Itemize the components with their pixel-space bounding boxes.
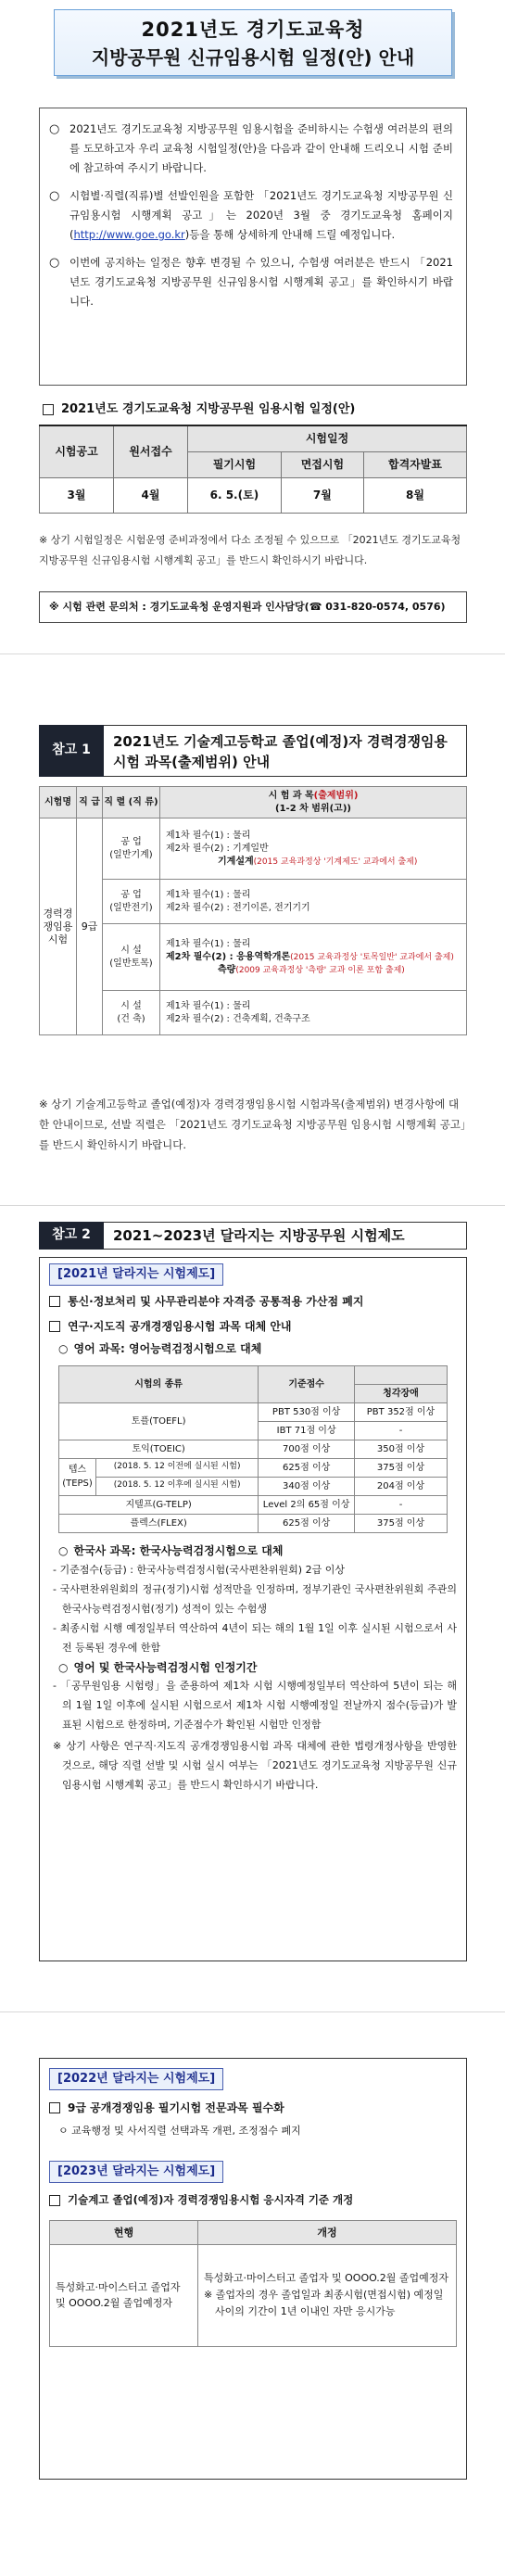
header-type: 시험명 [40,787,77,818]
korean-line: - 국사편찬위원회의 정규(정기)시험 성적만을 인정하며, 정부기관인 국사편찬위원회 주관의 한국사능력검정시험(정기) 성적이 있는 수험생 [53,1582,457,1615]
item-2022-sub: ㅇ 교육행정 및 사서직렬 선택과목 개편, 조정점수 폐지 [58,2124,301,2137]
title-line-1: 2021년도 경기도교육청 [141,19,365,41]
notice-item [49,253,453,311]
header-series: 직 렬 (직 류) [103,787,160,818]
header-subjects: 시 험 과 목(출제범위) (1-2 차 범위(고)) [160,787,467,818]
ref1-tag: 참고 1 [39,725,104,777]
year-2021-heading: [2021년 달라지는 시험제도] [49,1263,223,1286]
item-2021-1: 통신·정보처리 및 사무관리분야 자격증 공통적용 가산점 폐지 [49,1293,457,1311]
ref1-note: ※ 상기 기술계고등학교 졸업(예정)자 경력경쟁임용시험 시험과목(출제범위) 변경사항에 대한 안내이므로, 선발 직렬은 「2021년도 경기도교육청 지방공무원 임용시험 시행계획 공고」를 반드시 확인하시기 바랍니다. [39,1098,466,1151]
value-apply: 4월 [114,477,188,513]
square-bullet-icon [49,2102,60,2113]
header-current: 현행 [50,2220,198,2244]
notice-text: 2021년도 경기도교육청 지방공무원 임용시험을 준비하시는 수험생 여러분의 편의를 도모하고자 우리 교육청 시험일정(안)을 다음과 같이 안내해 드리오니 시험 준비에 참고하여 주시기 바랍니다. [69,122,453,174]
square-bullet-icon [49,1321,60,1332]
header-written: 필기시험 [188,451,282,477]
series-cell: 공 업 (일반전기) [103,880,160,924]
value-announce: 3월 [40,477,114,513]
header-result: 합격자발표 [363,451,466,477]
series-cell: 시 설 (일반토목) [103,924,160,991]
exam-type: 경력경쟁임용시험 [40,818,77,1035]
validity-line: - 「공무원임용 시험령」을 준용하여 제1차 시험 시행예정일부터 역산하여 5년이 되는 해의 1월 1일 이후에 실시된 시험으로서 제1차 시험 시행예정일 전날까지 점수(등급)가 발표된 시험으로 한정하며, 기준점수가 확인된 시험만 인정함 [53,1680,457,1732]
circle-bullet-icon: ○ [49,189,60,203]
notice-item [49,186,453,245]
divider [0,1205,505,1206]
title-line-2: 지방공무원 신규임용시험 일정(안) 안내 [91,46,415,69]
notice-box [39,108,467,386]
notice-text: 시험별·직렬(직류)별 선발인원을 포함한 「2021년도 경기도교육청 지방공무원 신규임용시험 시행계획 공고」는 2020년 3월 중 경기도교육청 홈페이지( [69,189,453,241]
value-interview: 7월 [281,477,363,513]
homepage-link[interactable]: http://www.goe.go.kr [73,228,185,241]
circle-bullet-icon: ○ [49,256,60,270]
header-interview: 면접시험 [281,451,363,477]
item-2023: 기술계고 졸업(예정)자 경력경쟁임용시험 응시자격 기준 개정 [49,2192,457,2209]
korean-history-title: ○ 한국사 과목: 한국사능력검정시험으로 대체 [49,1542,457,1560]
header-schedule-group: 시험일정 [188,425,467,451]
korean-line: - 기준점수(등급) : 한국사능력검정시험(국사편찬위원회) 2급 이상 [53,1563,345,1576]
header-revised: 개정 [198,2220,457,2244]
english-title: ○ 영어 과목: 영어능력검정시험으로 대체 [49,1340,457,1358]
square-bullet-icon [49,1296,60,1307]
notice-text: )등을 통해 상세하게 안내해 드릴 예정입니다. [184,228,396,241]
circle-bullet-icon: ○ [58,1660,69,1674]
subjects-cell: 제1차 필수(1) : 물리 제2차 필수(2) : 전기이론, 전기기기 [160,880,467,924]
current-cell: 특성화고·마이스터고 졸업자 및 OOOO.2월 졸업예정자 [50,2244,198,2346]
ref1-title: 2021년도 기술계고등학교 졸업(예정)자 경력경쟁임용시험 과목(출제범위) 안내 [104,725,467,777]
circle-bullet-icon: ○ [58,1543,69,1557]
square-bullet-icon [43,404,54,415]
schedule-note: ※ 상기 시험일정은 시험운영 준비과정에서 다소 조정될 수 있으므로 「2021년도 경기도교육청 지방공무원 신규임용시험 시행계획 공고」를 반드시 확인하시기 바랍니다. [39,534,461,566]
validity-title: ○ 영어 및 한국사능력검정시험 인정기간 [49,1659,457,1677]
subjects-cell: 제1차 필수(1) : 물리 제2차 필수(2) : 응용역학개론(2015 교육과정상 '토목일반' 교과에서 출제) 측량(2009 교육과정상 '측량' 교과 이론 포함 출제) [160,924,467,991]
year-2023-heading: [2023년 달라지는 시험제도] [49,2161,223,2183]
schedule-table [39,425,467,514]
ref2-tag: 참고 2 [39,1222,104,1250]
exam-grade: 9급 [77,818,103,1035]
english-test-table: 시험의 종류 기준점수 청각장애 토플(TOEFL) PBT 530점 이상 PBT 352점 이상 IBT 71점 이상 - 토익(TOEIC) 700점 이상 350점 이상 텝스 (TEPS) (2018. 5. 12 이전에 실시된 시험) 625점 이상 375점 이상 (2018. 5. 12 이후에 실시된 시험) 340점 이상 204점 이상 지텔프(G-TELP) Level 2의 65점 이상 - 플렉스(FLEX) 625점 이상 375점 이상 [58,1365,448,1533]
series-cell: 공 업 (일반기계) [103,818,160,880]
value-written: 6. 5.(토) [188,477,282,513]
schedule-heading: 2021년도 경기도교육청 지방공무원 임용시험 일정(안) [43,400,355,419]
circle-bullet-icon: ○ [58,1342,69,1356]
document-title [54,9,452,76]
year-2022-heading: [2022년 달라지는 시험제도] [49,2068,223,2090]
subjects-cell: 제1차 필수(1) : 물리 제2차 필수(2) : 기계일반 기계설계(2015 교육과정상 '기계제도' 교과에서 출제) [160,818,467,880]
ref2-header [39,1222,467,1250]
notice-item [49,120,453,178]
korean-line: - 최종시험 시행 예정일부터 역산하여 4년이 되는 해의 1월 1일 이후 실시된 시험으로서 사전 등록된 경우에 한함 [53,1621,457,1654]
ref2-box [39,1257,467,1961]
revised-cell: 특성화고·마이스터고 졸업자 및 OOOO.2월 졸업예정자 ※ 졸업자의 경우 졸업일과 최종시험(면접시험) 예정일 사이의 기간이 1년 이내인 자만 응시가능 [198,2244,457,2346]
header-apply: 원서접수 [114,425,188,477]
ref2-title: 2021~2023년 달라지는 지방공무원 시험제도 [104,1222,467,1250]
square-bullet-icon [49,2195,60,2206]
item-2021-2: 연구·지도직 공개경쟁임용시험 과목 대체 안내 [49,1318,457,1336]
ref1-header [39,725,467,777]
notice-text: 이번에 공지하는 일정은 향후 변경될 수 있으니, 수험생 여러분은 반드시 「2021년도 경기도교육청 지방공무원 신규임용시험 시행계획 공고」를 확인하시기 바랍니다. [69,256,453,308]
subjects-cell: 제1차 필수(1) : 물리 제2차 필수(2) : 건축계획, 건축구조 [160,991,467,1035]
ref2-note: ※ 상기 사항은 연구직·지도직 공개경쟁임용시험 과목 대체에 관한 법령개정사항을 반영한 것으로, 해당 직렬 선발 및 시험 실시 여부는 「2021년도 경기도교육청 지방공무원 신규임용시험 시행계획 공고」를 반드시 확인하시기 바랍니다. [53,1740,457,1792]
contact-box: ※ 시험 관련 문의처 : 경기도교육청 운영지원과 인사담당(☎ 031-820-0574, 0576) [39,591,467,623]
value-result: 8월 [363,477,466,513]
series-cell: 시 설 (건 축) [103,991,160,1035]
divider [0,2011,505,2012]
ref3-box [39,2058,467,2480]
item-2022: 9급 공개경쟁임용 필기시험 전문과목 필수화 [49,2100,457,2117]
header-grade: 직 급 [77,787,103,818]
circle-bullet-icon: ○ [49,122,60,136]
qualification-change-table [49,2220,457,2347]
subject-table [39,786,467,1035]
header-announce: 시험공고 [40,425,114,477]
